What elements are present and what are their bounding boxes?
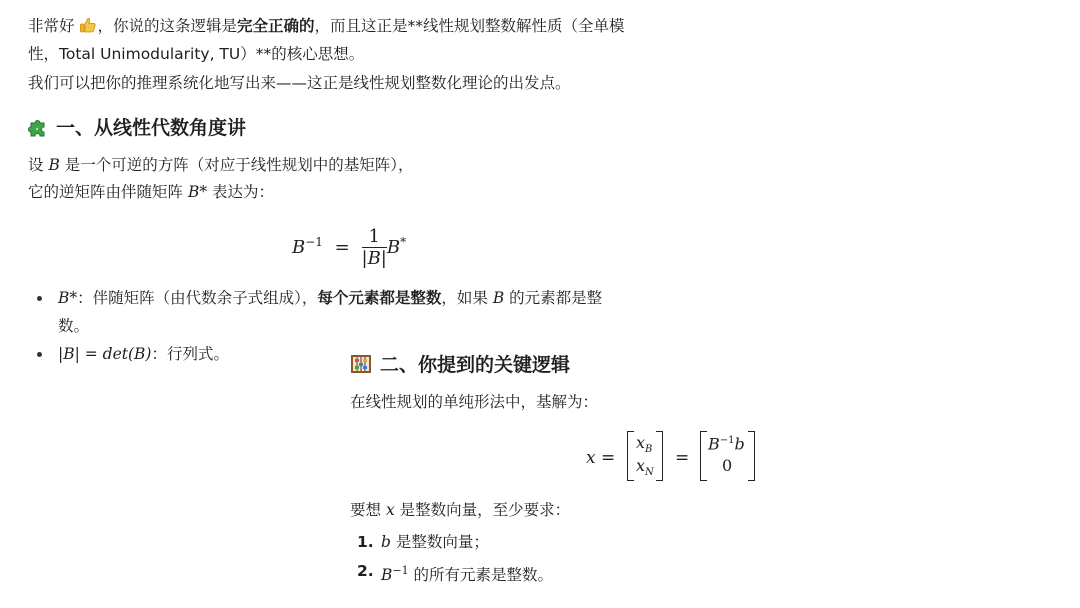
math-expr: x = (586, 448, 616, 468)
math-sup: −1 (392, 564, 409, 577)
section-1-para-2 (28, 181, 274, 203)
right-bracket (748, 431, 755, 481)
math-var: x (636, 433, 646, 452)
fraction-numerator: 1 (362, 227, 387, 248)
list-number: 2. (357, 562, 374, 580)
list-number: 1. (357, 533, 374, 551)
math-var: B* (187, 183, 208, 201)
text: 的元素都是整 (504, 289, 603, 307)
math-var: b (734, 434, 745, 454)
section-1-para-1 (28, 154, 414, 176)
math-fraction (362, 227, 387, 270)
emphasis-text: 每个元素都是整数 (317, 289, 442, 307)
math-eq: = (675, 448, 690, 468)
section-2-para-1: 在线性规划的单纯形法中，基解为： (350, 393, 599, 411)
text: 表达为： (207, 183, 275, 201)
vector-basic-solution (700, 431, 755, 479)
text: ：伴随矩阵（由代数余子式组成）， (77, 289, 318, 307)
left-bracket (627, 431, 634, 481)
math-var: B (381, 566, 393, 585)
emphasis-text: 完全正确的 (236, 17, 315, 35)
text: 它的逆矩阵由伴随矩阵 (28, 183, 188, 201)
abacus-icon (350, 353, 372, 382)
text: 要想 (350, 501, 386, 519)
section-2-title: 二、你提到的关键逻辑 (380, 354, 571, 376)
math-var: B (492, 289, 505, 307)
intro-text: ，你说的这条逻辑是 (97, 17, 237, 35)
bullet-1-line-2: 数。 (58, 317, 90, 335)
vector-entry (636, 455, 654, 484)
math-sup: * (400, 235, 407, 249)
vector-entry: 0 (722, 456, 733, 475)
section-2-para-2 (350, 499, 570, 521)
vector-entry (708, 430, 745, 455)
text: 是一个可逆的方阵（对应于线性规划中的基矩阵）， (59, 156, 414, 174)
puzzle-icon (28, 116, 50, 145)
bullet-dot (37, 296, 42, 301)
section-2-heading (350, 352, 570, 382)
list-item (381, 560, 553, 586)
intro-line-3: 我们可以把你的推理系统化地写出来——这正是线性规划整数化理论的出发点。 (28, 74, 571, 92)
math-sup: −1 (719, 435, 735, 446)
text: 的所有元素是整数。 (408, 566, 554, 585)
left-bracket (700, 431, 707, 481)
inverse-formula (292, 222, 406, 270)
section-1-heading (28, 115, 246, 145)
bullet-dot (37, 352, 42, 357)
math-var: B (708, 434, 720, 454)
text: 是整数向量； (390, 533, 489, 551)
list-item (381, 531, 489, 553)
math-var: B* (58, 289, 78, 307)
right-bracket (656, 431, 663, 481)
math-expr: |B| = det(B) (58, 345, 152, 363)
math-var: x (636, 456, 646, 475)
math-sup: −1 (305, 235, 323, 249)
thumbs-up-icon (79, 16, 97, 40)
text: 是整数向量，至少要求： (394, 501, 571, 519)
bullet-2 (58, 343, 229, 365)
math-sub: B (645, 444, 653, 456)
math-var: b (381, 533, 391, 551)
intro-text: 非常好 (28, 17, 80, 35)
text: 设 (28, 156, 49, 174)
text: ：行列式。 (151, 345, 229, 363)
math-eq: = (334, 237, 350, 258)
section-1-title: 一、从线性代数角度讲 (56, 117, 247, 139)
math-var: B (48, 156, 60, 174)
math-sub: N (645, 467, 654, 479)
vector-x-split (627, 431, 663, 479)
math-var: x (385, 501, 395, 519)
intro-line-2: 性，Total Unimodularity, TU）**的核心思想。 (28, 45, 365, 63)
intro-text: ，而且这正是**线性规划整数解性质（全单模 (314, 17, 625, 35)
text: ，如果 (441, 289, 493, 307)
intro-line-1 (28, 15, 624, 40)
math-var: B (292, 237, 306, 258)
bullet-1-line-1 (58, 287, 602, 309)
fraction-denominator: |B| (361, 247, 387, 269)
vector-formula-lhs (586, 447, 615, 469)
math-var: B (386, 237, 401, 258)
